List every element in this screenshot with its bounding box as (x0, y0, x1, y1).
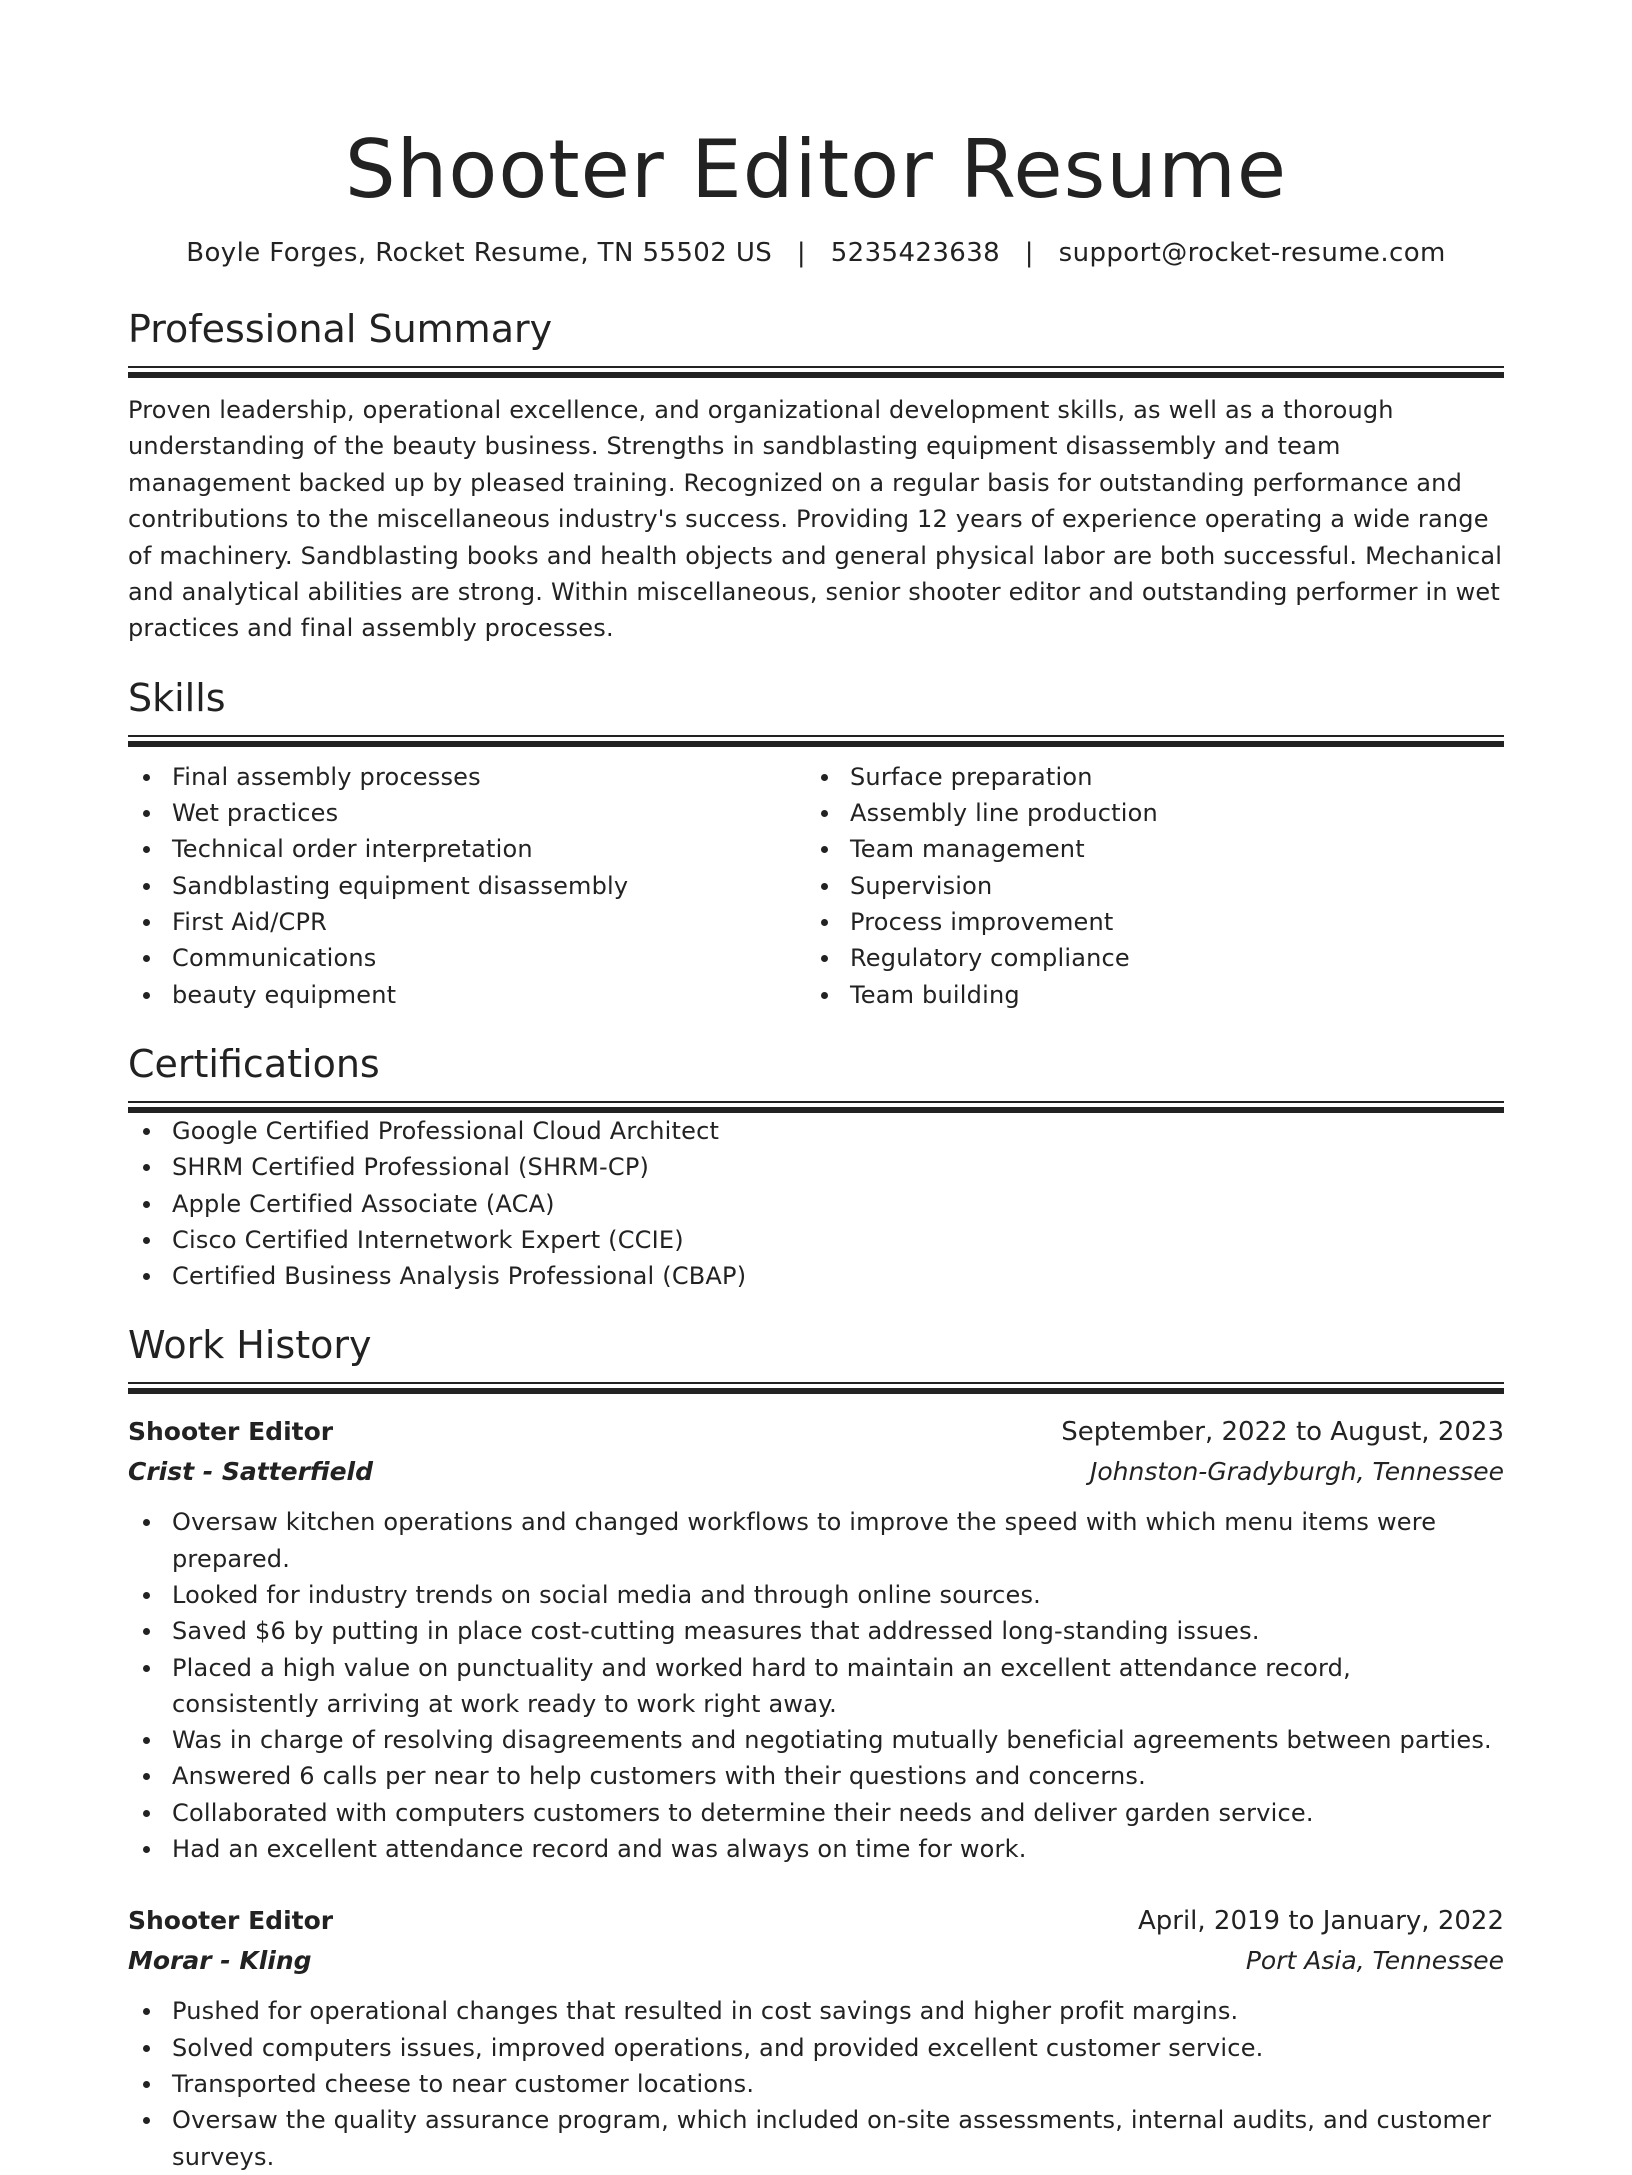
contact-address: Boyle Forges, Rocket Resume, TN 55502 US (186, 238, 773, 268)
certification-item: Certified Business Analysis Professional (CBAP) (172, 1258, 1504, 1294)
certification-item: SHRM Certified Professional (SHRM-CP) (172, 1149, 1504, 1185)
certification-item: Cisco Certified Internetwork Expert (CCIE) (172, 1222, 1504, 1258)
skill-item: Team management (850, 831, 1484, 867)
job-entry (128, 1901, 1504, 2174)
section-divider (128, 735, 1504, 747)
job-company: Morar - Kling (128, 1946, 312, 1976)
skill-item: Communications (172, 940, 806, 976)
skill-item: Team building (850, 977, 1484, 1013)
job-duty-item: Collaborated with computers customers to determine their needs and deliver garden service. (172, 1795, 1504, 1831)
resume-page (128, 0, 1504, 2175)
job-duty-item: Transported cheese to near customer locations. (172, 2066, 1504, 2102)
certifications-section (128, 1041, 1504, 1294)
contact-separator: | (796, 238, 807, 268)
certifications-list (128, 1113, 1504, 1294)
work-history-section (128, 1322, 1504, 2174)
job-duty-item: Solved computers issues, improved operations, and provided excellent customer service. (172, 2030, 1504, 2066)
job-duty-item: Pushed for operational changes that resulted in cost savings and higher profit margins. (172, 1993, 1504, 2029)
skill-item: Technical order interpretation (172, 831, 806, 867)
summary-section (128, 306, 1504, 647)
job-duty-item: Was in charge of resolving disagreements and negotiating mutually beneficial agreements between parties. (172, 1722, 1504, 1758)
job-duty-item: Oversaw the quality assurance program, which included on-site assessments, internal audits, and customer surveys. (172, 2102, 1504, 2175)
skills-column-left (128, 759, 806, 1013)
skills-columns (128, 759, 1504, 1013)
job-dates: September, 2022 to August, 2023 (1061, 1417, 1504, 1448)
certifications-heading: Certifications (128, 1041, 380, 1086)
skill-item: beauty equipment (172, 977, 806, 1013)
skill-item: Assembly line production (850, 795, 1484, 831)
skill-item: Process improvement (850, 904, 1484, 940)
skill-item: First Aid/CPR (172, 904, 806, 940)
contact-separator: | (1024, 238, 1034, 268)
job-entry (128, 1412, 1504, 1867)
job-location: Johnston-Gradyburgh, Tennessee (1089, 1457, 1504, 1487)
job-subheader-row (128, 1941, 1504, 1981)
skills-column-right (806, 759, 1484, 1013)
section-divider (128, 1382, 1504, 1394)
summary-heading: Professional Summary (128, 307, 553, 351)
job-duties-list (128, 1504, 1504, 1867)
contact-phone: 5235423638 (830, 238, 1001, 268)
job-duty-item: Placed a high value on punctuality and worked hard to maintain an excellent attendance record, consistently arriving at work ready to work right away. (172, 1650, 1504, 1723)
skills-list-left (128, 759, 806, 1013)
skill-item: Wet practices (172, 795, 806, 831)
summary-text: Proven leadership, operational excellence, and organizational development skills, as well as a thorough understanding of the beauty business. Strengths in sandblasting equipment disassembly and team management backed up by pleased training. Recognized on a regular basis for outstanding performance and contributions to the miscellaneous industry's success. Providing 12 years of experience operating a wide range of machinery. Sandblasting books and health objects and general physical labor are both successful. Mechanical and analytical abilities are strong. Within miscellaneous, senior shooter editor and outstanding performer in wet practices and final assembly processes. (128, 396, 1503, 643)
job-duty-item: Had an excellent attendance record and was always on time for work. (172, 1831, 1504, 1867)
section-divider (128, 366, 1504, 378)
skills-list-right (806, 759, 1484, 1013)
certification-item: Apple Certified Associate (ACA) (172, 1186, 1504, 1222)
contact-line (128, 236, 1504, 270)
job-header-row (128, 1901, 1504, 1941)
skills-heading: Skills (128, 675, 226, 720)
certification-item: Google Certified Professional Cloud Architect (172, 1113, 1504, 1149)
job-company: Crist - Satterfield (128, 1457, 374, 1487)
section-divider (128, 1101, 1504, 1113)
job-dates: April, 2019 to January, 2022 (1137, 1906, 1504, 1937)
job-duty-item: Looked for industry trends on social media and through online sources. (172, 1577, 1504, 1613)
resume-title: Shooter Editor Resume (344, 123, 1288, 216)
job-subheader-row (128, 1452, 1504, 1492)
job-duty-item: Oversaw kitchen operations and changed workflows to improve the speed with which menu items were prepared. (172, 1504, 1504, 1577)
job-duty-item: Answered 6 calls per near to help customers with their questions and concerns. (172, 1758, 1504, 1794)
work-history-heading: Work History (128, 1323, 372, 1368)
job-title: Shooter Editor (128, 1906, 334, 1936)
job-title: Shooter Editor (128, 1417, 334, 1447)
job-duty-item: Saved $6 by putting in place cost-cutting measures that addressed long-standing issues. (172, 1613, 1504, 1649)
job-location: Port Asia, Tennessee (1245, 1946, 1504, 1976)
skill-item: Sandblasting equipment disassembly (172, 868, 806, 904)
skill-item: Supervision (850, 868, 1484, 904)
job-duties-list (128, 1993, 1504, 2174)
skills-section (128, 675, 1504, 1013)
skill-item: Regulatory compliance (850, 940, 1484, 976)
job-header-row (128, 1412, 1504, 1452)
skill-item: Final assembly processes (172, 759, 806, 795)
skill-item: Surface preparation (850, 759, 1484, 795)
contact-email: support@rocket-resume.com (1058, 238, 1446, 268)
